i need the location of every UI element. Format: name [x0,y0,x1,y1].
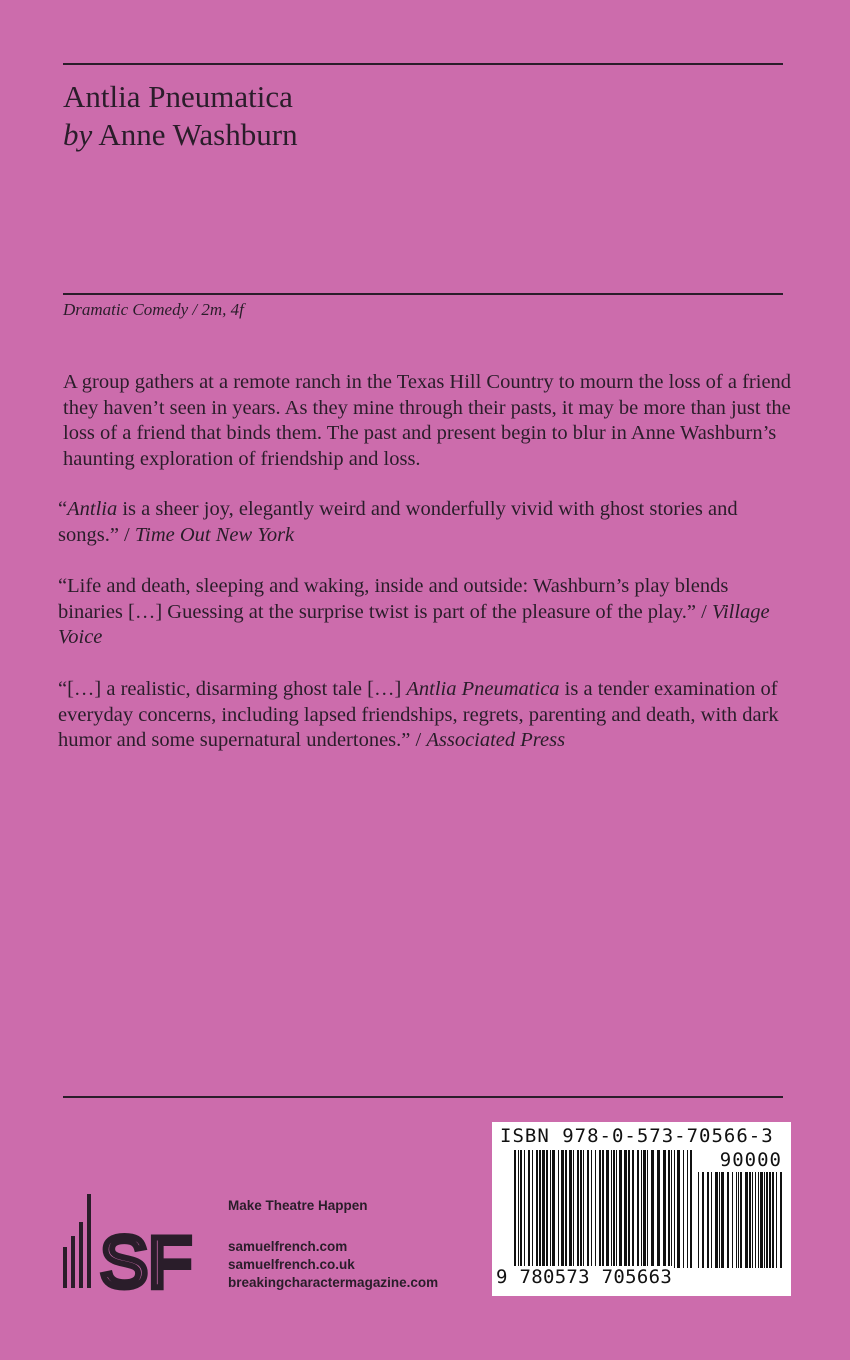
ean-digits: 9 780573 705663 [496,1266,673,1288]
barcode-bar [524,1150,525,1268]
title-block [63,78,298,154]
barcode-bar [616,1150,617,1268]
barcode-bar [628,1150,630,1268]
barcode-bar [769,1172,771,1268]
quote-italic-title: Antlia [67,498,118,520]
barcode-bar [583,1150,584,1268]
play-title: Antlia Pneumatica [63,79,293,114]
link-samuelfrench-co-uk[interactable]: samuelfrench.co.uk [228,1257,355,1272]
samuel-french-logo [60,1192,200,1292]
barcode-bar [514,1150,516,1268]
barcode-bar [599,1150,601,1268]
quote-body: is a sheer joy, elegantly weird and wonderfully vivid with ghost stories and songs.” / [58,498,738,546]
barcode-bar [643,1150,646,1268]
genre-line: Dramatic Comedy / 2m, 4f [63,300,244,319]
quote-body: “[…] a realistic, disarming ghost tale […] [58,678,407,700]
top-rule [63,63,783,65]
barcode-bar [736,1172,737,1268]
barcode-bar [776,1172,777,1268]
barcode-bar [613,1150,615,1268]
barcode-bar [624,1150,627,1268]
barcode-bar [677,1150,680,1268]
barcode-bar [651,1150,654,1268]
quote-body: is a tender examination of everyday concerns, including lapsed friendships, regrets, parenting and death, with dark humor and some supernatural undertones.” / [58,678,779,751]
barcode-bar [721,1172,724,1268]
quote-mark: “ [58,498,68,520]
barcode-bar [591,1150,592,1268]
barcode-bar [752,1172,753,1268]
barcode-bar [749,1172,751,1268]
barcode-bar [766,1172,768,1268]
barcode-bar [760,1172,763,1268]
barcode-bar [755,1172,756,1268]
link-samuelfrench-com[interactable]: samuelfrench.com [228,1239,348,1254]
barcode-bar [619,1150,622,1268]
link-breakingcharacter[interactable]: breakingcharactermagazine.com [228,1275,439,1290]
barcode-bar [632,1150,634,1268]
barcode-bar [727,1172,729,1268]
quote-source: Village Voice [58,600,770,648]
barcode-bar [745,1172,748,1268]
bottom-rule [63,1096,783,1098]
barcode-bar [687,1150,688,1268]
barcode-bar [532,1150,533,1268]
barcode-bar [528,1150,530,1268]
barcode-bar [611,1150,612,1268]
synopsis: A group gathers at a remote ranch in the Texas Hill Country to mourn the loss of a friend they haven’t seen in years. As they mine through their pasts, it may be more than just the loss of a friend that binds them. The past and present begin to blur in Anne Washburn’s haunting exploration of friendship and loss. [63,371,792,470]
barcode-bar [577,1150,579,1268]
barcode-bar [569,1150,572,1268]
price-code: 90000 [719,1149,782,1171]
barcode-bar [707,1172,709,1268]
logo-text: SF [100,1223,193,1292]
publisher-links [228,1238,438,1292]
barcode-bar [546,1150,548,1268]
barcode-bar [587,1150,589,1268]
barcode-bar [683,1150,684,1268]
barcode-bar [518,1150,519,1268]
barcode-bar [580,1150,582,1268]
barcode-bar [550,1150,551,1268]
barcode-bar [565,1150,567,1268]
barcode-bar [732,1172,733,1268]
barcode-bar [671,1150,672,1268]
quote-source: Associated Press [426,729,566,751]
barcode-bar [758,1172,759,1268]
barcode-bar [738,1172,739,1268]
barcode-bar [606,1150,609,1268]
isbn-label: ISBN 978-0-573-70566-3 [500,1125,774,1147]
barcode-bar [536,1150,538,1268]
barcode-bar [764,1172,765,1268]
barcode-bar [690,1150,692,1268]
by-word: by [63,117,93,152]
barcode-bar [647,1150,648,1268]
quote-source: Time Out New York [134,523,295,546]
barcode-bar [772,1172,774,1268]
barcode-bar [663,1150,666,1268]
review-quote-3 [58,677,798,754]
barcode-bar [641,1150,642,1268]
author-name: Anne Washburn [98,117,298,152]
barcode-bar [561,1150,564,1268]
barcode-bar [702,1172,704,1268]
publisher-tagline: Make Theatre Happen [228,1198,368,1213]
barcode-bar [740,1172,742,1268]
barcode-bar [637,1150,639,1268]
quote-italic-title: Antlia Pneumatica [406,678,560,700]
review-quote-1 [58,497,798,548]
barcode-bar [698,1172,699,1268]
isbn-barcode [492,1122,791,1296]
barcode-bar [668,1150,670,1268]
barcode-bar [520,1150,522,1268]
barcode-bar [719,1172,720,1268]
barcode-bar [595,1150,596,1268]
barcode-bar [711,1172,712,1268]
quote-body: “Life and death, sleeping and waking, inside and outside: Washburn’s play blends binaries […] Guessing at the surprise twist is part of the pleasure of the play.” / [58,575,729,623]
barcode-bar [602,1150,604,1268]
barcode-bar [657,1150,660,1268]
barcode-bar [542,1150,545,1268]
barcode-bar [539,1150,541,1268]
barcode-bar [715,1172,718,1268]
genre-rule [63,293,783,295]
barcode-bar [573,1150,574,1268]
barcode-bar [780,1172,782,1268]
author-line [63,116,298,154]
barcode-bar [558,1150,559,1268]
review-quote-2 [58,574,798,651]
barcode-bar [552,1150,555,1268]
barcode-bar [674,1150,675,1268]
